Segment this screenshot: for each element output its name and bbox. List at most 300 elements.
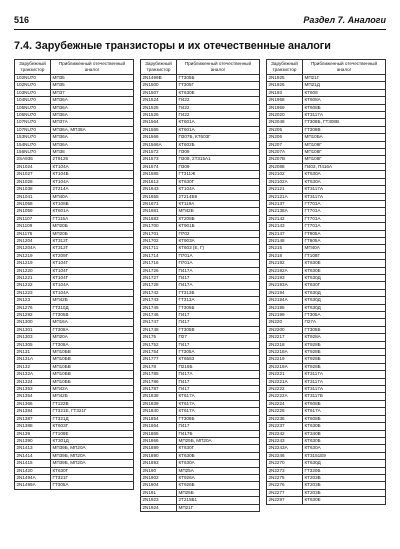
- foreign-transistor-cell: 2N1574: [141, 163, 177, 170]
- analog-cell: МП42А: [51, 386, 134, 393]
- analog-cell: МП36А: [51, 141, 134, 148]
- analog-cell: КТ617А: [177, 400, 260, 407]
- foreign-transistor-cell: 2N1303: [15, 334, 51, 341]
- foreign-transistor-cell: 2N1499A: [15, 482, 51, 489]
- table-row: [267, 437, 386, 444]
- foreign-transistor-cell: 2N1027: [15, 171, 51, 178]
- analog-cell: КТ928Б: [303, 363, 386, 370]
- foreign-transistor-cell: 2N2194A: [267, 297, 303, 304]
- analog-cell: ГТ305Г: [177, 82, 260, 89]
- analog-cell: П417: [177, 274, 260, 281]
- foreign-transistor-cell: 2N2192: [267, 260, 303, 267]
- analog-cell: 2Т215Б1: [177, 497, 260, 504]
- foreign-transistor-cell: 2N2226: [267, 408, 303, 415]
- table-row: [267, 97, 386, 104]
- table-row: [267, 312, 386, 319]
- table-row: [15, 430, 134, 437]
- foreign-transistor-cell: 2N1864: [141, 423, 177, 430]
- analog-cell: МП38: [51, 149, 134, 156]
- table-row: [15, 193, 134, 200]
- analog-cell: КТ928Б: [303, 341, 386, 348]
- foreign-transistor-cell: 2N2270: [267, 460, 303, 467]
- foreign-transistor-cell: 2N2143: [267, 223, 303, 230]
- table-row: [15, 482, 134, 489]
- analog-cell: ГТ905А: [303, 237, 386, 244]
- analog-cell: КТ602Б: [177, 141, 260, 148]
- table-row: [15, 260, 134, 267]
- analog-cell: МП10БВ: [51, 349, 134, 356]
- analog-cell: МП108Г: [303, 141, 386, 148]
- analog-cell: МП10БВ: [51, 363, 134, 370]
- analog-cell: ГТ108Г: [303, 252, 386, 259]
- table-row: [15, 104, 134, 111]
- analog-cell: КТ3117А: [303, 112, 386, 119]
- analog-cell: КТ208Б: [177, 215, 260, 222]
- table-row: [15, 341, 134, 348]
- foreign-transistor-cell: 2N1384: [15, 408, 51, 415]
- foreign-transistor-cell: 2N1716: [141, 260, 177, 267]
- table-row: [267, 482, 386, 489]
- table-column-3: [266, 59, 386, 505]
- transistor-table-3: [266, 59, 386, 505]
- table-row: [15, 267, 134, 274]
- analog-cell: КТ617А: [303, 408, 386, 415]
- foreign-transistor-cell: 2N1893: [141, 460, 177, 467]
- table-row: [15, 97, 134, 104]
- foreign-transistor-cell: 2N1366: [15, 400, 51, 407]
- foreign-transistor-cell: 2N1028: [15, 178, 51, 185]
- foreign-transistor-cell: 2N1726: [141, 267, 177, 274]
- table-row: [267, 89, 386, 96]
- analog-cell: КТ3117А: [303, 378, 386, 385]
- foreign-transistor-cell: 2N205: [267, 126, 303, 133]
- table-row: [267, 178, 386, 185]
- foreign-transistor-cell: 2N1220: [15, 267, 51, 274]
- foreign-transistor-cell: 2N132A: [15, 371, 51, 378]
- table-row: [267, 415, 386, 422]
- table-row: [267, 393, 386, 400]
- analog-cell: КТ603 (Е, Г): [177, 245, 260, 252]
- foreign-transistor-cell: 2N1292: [15, 312, 51, 319]
- analog-cell: КТ6553: [177, 356, 260, 363]
- analog-cell: ГТ313Б: [177, 289, 260, 296]
- analog-cell: П417А: [177, 282, 260, 289]
- page-title: 7.4. Зарубежные транзисторы и их отечественные аналоги: [14, 40, 331, 52]
- table-row: [267, 126, 386, 133]
- table-row: [141, 104, 260, 111]
- table-row: [267, 163, 386, 170]
- foreign-transistor-cell: 2N1866: [141, 437, 177, 444]
- table-row: [15, 356, 134, 363]
- table-row: [141, 82, 260, 89]
- analog-cell: П308, 2Т315А1: [177, 156, 260, 163]
- table-row: [15, 319, 134, 326]
- analog-cell: КТ630Б: [303, 437, 386, 444]
- foreign-transistor-cell: 153NU70: [15, 134, 51, 141]
- foreign-transistor-cell: 2N1787: [141, 386, 177, 393]
- foreign-transistor-cell: 2N1041: [15, 193, 51, 200]
- table-row: [15, 467, 134, 474]
- foreign-transistor-cell: 2N207A: [267, 149, 303, 156]
- foreign-transistor-cell: 2N1743: [141, 297, 177, 304]
- analog-cell: МП42Б: [177, 208, 260, 215]
- table-row: [141, 460, 260, 467]
- foreign-transistor-cell: 2N1219: [15, 252, 51, 259]
- analog-cell: П422: [177, 104, 260, 111]
- analog-cell: КТ312Г: [51, 245, 134, 252]
- analog-cell: МП10БА: [303, 134, 386, 141]
- foreign-transistor-cell: 2N1925: [267, 75, 303, 82]
- foreign-transistor-cell: 2N1702: [141, 237, 177, 244]
- header-analog: Приближенный отечественный аналог: [303, 60, 386, 75]
- analog-cell: ГТ311Ж: [177, 171, 260, 178]
- analog-cell: МП25Б: [177, 489, 260, 496]
- table-row: [267, 82, 386, 89]
- analog-cell: КТ104Б: [51, 171, 134, 178]
- analog-cell: ГТ305Б: [177, 75, 260, 82]
- analog-cell: ГТ313А: [177, 297, 260, 304]
- foreign-transistor-cell: 2N1854: [141, 415, 177, 422]
- analog-cell: МП25А: [177, 467, 260, 474]
- table-row: [15, 312, 134, 319]
- table-row: [15, 297, 134, 304]
- section-title: Раздел 7. Аналоги: [303, 15, 386, 25]
- header-analog: Приближенный отечественный аналог: [51, 60, 134, 75]
- foreign-transistor-cell: 2N1671: [141, 200, 177, 207]
- foreign-transistor-cell: 2N1643: [141, 186, 177, 193]
- table-row: [15, 334, 134, 341]
- foreign-transistor-cell: 2N1865: [141, 430, 177, 437]
- foreign-transistor-cell: 2N1923: [141, 497, 177, 504]
- foreign-transistor-cell: 2N1683: [141, 215, 177, 222]
- table-row: [267, 245, 386, 252]
- analog-cell: ГТ308А: [51, 341, 134, 348]
- foreign-transistor-cell: 2N2194: [267, 289, 303, 296]
- analog-cell: МП36А: [51, 97, 134, 104]
- table-row: [15, 245, 134, 252]
- foreign-transistor-cell: 2N1300: [15, 319, 51, 326]
- table-row: [15, 134, 134, 141]
- table-row: [141, 223, 260, 230]
- table-row: [141, 186, 260, 193]
- table-row: [267, 282, 386, 289]
- table-row: [267, 208, 386, 215]
- foreign-transistor-cell: 2N1390: [15, 437, 51, 444]
- analog-cell: ГТ701А: [303, 200, 386, 207]
- table-row: [141, 341, 260, 348]
- foreign-transistor-cell: 154NU70: [15, 141, 51, 148]
- table-row: [267, 193, 386, 200]
- analog-cell: МП36А: [51, 104, 134, 111]
- analog-cell: П417: [177, 341, 260, 348]
- foreign-transistor-cell: 2SA935: [15, 156, 51, 163]
- table-row: [267, 267, 386, 274]
- table-row: [141, 282, 260, 289]
- table-row: [15, 393, 134, 400]
- table-row: [267, 378, 386, 385]
- table-row: [141, 289, 260, 296]
- analog-cell: П417: [177, 312, 260, 319]
- analog-cell: МП21Г: [177, 504, 260, 511]
- table-row: [141, 178, 260, 185]
- table-row: [141, 349, 260, 356]
- foreign-transistor-cell: 2N1959: [267, 104, 303, 111]
- foreign-transistor-cell: 2N1219: [15, 260, 51, 267]
- table-row: [15, 230, 134, 237]
- table-row: [267, 134, 386, 141]
- table-row: [15, 386, 134, 393]
- foreign-transistor-cell: 2N215: [267, 245, 303, 252]
- foreign-transistor-cell: 2N1524: [141, 97, 177, 104]
- foreign-transistor-cell: 2N1420: [15, 467, 51, 474]
- table-row: [15, 304, 134, 311]
- table-row: [267, 341, 386, 348]
- foreign-transistor-cell: 2N2218A: [267, 349, 303, 356]
- foreign-transistor-cell: 2N1223: [15, 289, 51, 296]
- analog-cell: КТ630Б: [303, 423, 386, 430]
- foreign-transistor-cell: 2N1700: [141, 223, 177, 230]
- table-row: [141, 400, 260, 407]
- table-row: [141, 467, 260, 474]
- analog-cell: КТ630Д: [303, 460, 386, 467]
- foreign-transistor-cell: 2N1777: [141, 356, 177, 363]
- table-row: [141, 437, 260, 444]
- table-row: [267, 171, 386, 178]
- table-row: [267, 156, 386, 163]
- table-row: [15, 437, 134, 444]
- table-row: [267, 274, 386, 281]
- table-row: [267, 452, 386, 459]
- analog-cell: ГТ305В: [51, 312, 134, 319]
- table-row: [141, 423, 260, 430]
- table-row: [267, 356, 386, 363]
- table-row: [141, 260, 260, 267]
- table-row: [267, 141, 386, 148]
- foreign-transistor-cell: 2N2218: [267, 341, 303, 348]
- analog-cell: КТ3117А: [303, 386, 386, 393]
- header-foreign: Зарубежный транзистор: [141, 60, 177, 75]
- analog-cell: ГТ310Д: [51, 304, 134, 311]
- table-row: [15, 141, 134, 148]
- table-row: [141, 75, 260, 82]
- analog-cell: МП16А: [51, 319, 134, 326]
- foreign-transistor-cell: 2N123: [15, 297, 51, 304]
- table-row: [267, 186, 386, 193]
- table-row: [141, 134, 260, 141]
- analog-cell: КТ617А: [177, 408, 260, 415]
- table-row: [15, 82, 134, 89]
- foreign-transistor-cell: 2N1573: [141, 156, 177, 163]
- foreign-transistor-cell: 2N2243A: [267, 445, 303, 452]
- table-row: [141, 304, 260, 311]
- table-row: [267, 326, 386, 333]
- foreign-transistor-cell: 2N1655: [141, 193, 177, 200]
- foreign-transistor-cell: 2N2237: [267, 423, 303, 430]
- analog-cell: КТ209Г: [51, 252, 134, 259]
- analog-cell: ГТ321Д: [51, 415, 134, 422]
- table-row: [267, 252, 386, 259]
- analog-cell: КТ340В: [303, 430, 386, 437]
- analog-cell: КТ104Г: [51, 274, 134, 281]
- foreign-transistor-cell: 2N1353: [15, 386, 51, 393]
- analog-cell: КТ630Г: [177, 445, 260, 452]
- foreign-transistor-cell: 2N2195: [267, 304, 303, 311]
- table-row: [267, 200, 386, 207]
- table-row: [15, 200, 134, 207]
- analog-cell: ГТ701А: [303, 215, 386, 222]
- analog-cell: КТ901Б: [177, 223, 260, 230]
- transistor-table-1: [14, 59, 134, 490]
- foreign-transistor-cell: 2N1414: [15, 452, 51, 459]
- table-row: [15, 289, 134, 296]
- foreign-transistor-cell: 2N2275: [267, 474, 303, 481]
- foreign-transistor-cell: 2N2020: [267, 112, 303, 119]
- foreign-transistor-cell: 2N1752: [141, 341, 177, 348]
- table-row: [15, 126, 134, 133]
- foreign-transistor-cell: 2N2102: [267, 171, 303, 178]
- table-row: [267, 319, 386, 326]
- table-row: [141, 430, 260, 437]
- analog-cell: МП10БВ: [51, 371, 134, 378]
- analog-cell: КТ608: [303, 89, 386, 96]
- analog-cell: П422: [177, 112, 260, 119]
- analog-cell: КТ601А: [177, 119, 260, 126]
- foreign-transistor-cell: 102NU70: [15, 82, 51, 89]
- table-row: [267, 363, 386, 370]
- table-row: [141, 312, 260, 319]
- table-row: [141, 163, 260, 170]
- foreign-transistor-cell: 2N1585: [141, 171, 177, 178]
- table-row: [141, 334, 260, 341]
- foreign-transistor-cell: 2N1204A: [15, 245, 51, 252]
- table-row: [15, 474, 134, 481]
- analog-cell: П417: [177, 378, 260, 385]
- foreign-transistor-cell: 2N1354: [15, 393, 51, 400]
- analog-cell: 2Т214Б9: [177, 193, 260, 200]
- foreign-transistor-cell: 105NU70: [15, 104, 51, 111]
- analog-cell: ГТ308Б, ГТ308В: [303, 119, 386, 126]
- analog-cell: КТ119А: [177, 200, 260, 207]
- analog-cell: КТ3117Б: [303, 393, 386, 400]
- analog-cell: ГТ308Б: [177, 415, 260, 422]
- analog-cell: ГТ305А: [177, 349, 260, 356]
- foreign-transistor-cell: 2N2121A: [267, 193, 303, 200]
- table-row: [15, 252, 134, 259]
- foreign-transistor-cell: 2N1745: [141, 304, 177, 311]
- table-row: [15, 178, 134, 185]
- analog-cell: КТ203В: [303, 474, 386, 481]
- analog-cell: МП20Б: [51, 223, 134, 230]
- foreign-transistor-cell: 2N1572: [141, 149, 177, 156]
- table-row: [141, 215, 260, 222]
- analog-cell: КТ108Б: [51, 200, 134, 207]
- analog-cell: П417А: [177, 371, 260, 378]
- table-row: [141, 274, 260, 281]
- table-row: [15, 171, 134, 178]
- analog-cell: П417: [177, 319, 260, 326]
- foreign-transistor-cell: 2N2199: [267, 312, 303, 319]
- foreign-transistor-cell: 2N1565: [141, 126, 177, 133]
- foreign-transistor-cell: 2N1388: [15, 423, 51, 430]
- analog-cell: КТ926Б: [177, 482, 260, 489]
- analog-cell: КТ104А: [177, 186, 260, 193]
- table-row: [267, 349, 386, 356]
- analog-cell: ГТ122В: [51, 400, 134, 407]
- foreign-transistor-cell: 2N2192A: [267, 267, 303, 274]
- table-row: [15, 75, 134, 82]
- foreign-transistor-cell: 2N1839: [141, 400, 177, 407]
- table-row: [141, 363, 260, 370]
- analog-cell: МП39Б, МП20А: [51, 460, 134, 467]
- table-row: [141, 252, 260, 259]
- table-row: [141, 482, 260, 489]
- analog-cell: КТ601А: [51, 208, 134, 215]
- analog-cell: КТ312Г: [51, 237, 134, 244]
- analog-cell: П216Б: [177, 363, 260, 370]
- analog-cell: КТ3151Е9: [303, 452, 386, 459]
- table-row: [141, 141, 260, 148]
- foreign-transistor-cell: 2N1904: [141, 482, 177, 489]
- foreign-transistor-cell: 2N2102A: [267, 178, 303, 185]
- analog-cell: МП37: [51, 89, 134, 96]
- foreign-transistor-cell: 2N191: [141, 489, 177, 496]
- foreign-transistor-cell: 2N2142: [267, 215, 303, 222]
- foreign-transistor-cell: 2N1059: [15, 208, 51, 215]
- foreign-transistor-cell: 2N1415: [15, 460, 51, 467]
- foreign-transistor-cell: 2N2121: [267, 186, 303, 193]
- analog-cell: МП37А: [51, 119, 134, 126]
- foreign-transistor-cell: 2N2276: [267, 482, 303, 489]
- table-row: [267, 230, 386, 237]
- foreign-transistor-cell: 2N1507: [141, 89, 177, 96]
- table-row: [15, 112, 134, 119]
- foreign-transistor-cell: 2N1958: [267, 97, 303, 104]
- table-row: [15, 208, 134, 215]
- analog-cell: КТ630А: [177, 460, 260, 467]
- analog-cell: КТ3117А: [303, 371, 386, 378]
- table-row: [141, 504, 260, 511]
- table-row: [141, 445, 260, 452]
- foreign-transistor-cell: 2N1902: [141, 474, 177, 481]
- analog-cell: ГТ308А: [51, 326, 134, 333]
- table-row: [141, 237, 260, 244]
- table-row: [267, 430, 386, 437]
- table-row: [267, 289, 386, 296]
- table-row: [267, 497, 386, 504]
- foreign-transistor-cell: 104NU70: [15, 97, 51, 104]
- foreign-transistor-cell: 2N1494A: [15, 474, 51, 481]
- table-row: [15, 371, 134, 378]
- analog-cell: ГТ305В: [177, 326, 260, 333]
- table-row: [15, 223, 134, 230]
- table-row: [267, 371, 386, 378]
- analog-cell: П27: [177, 334, 260, 341]
- foreign-transistor-cell: 2N1926: [267, 82, 303, 89]
- table-row: [267, 423, 386, 430]
- table-row: [141, 371, 260, 378]
- foreign-transistor-cell: 2N1714: [141, 252, 177, 259]
- foreign-transistor-cell: 107NU70: [15, 126, 51, 133]
- foreign-transistor-cell: 2N218: [267, 252, 303, 259]
- analog-cell: ГТ305Б: [303, 326, 386, 333]
- foreign-transistor-cell: 156NU70: [15, 149, 51, 156]
- foreign-transistor-cell: 2N1222: [15, 282, 51, 289]
- foreign-transistor-cell: 2N1566A: [141, 141, 177, 148]
- table-row: [15, 408, 134, 415]
- table-row: [15, 400, 134, 407]
- foreign-transistor-cell: 2N2088: [267, 163, 303, 170]
- analog-cell: ГТ905А: [303, 230, 386, 237]
